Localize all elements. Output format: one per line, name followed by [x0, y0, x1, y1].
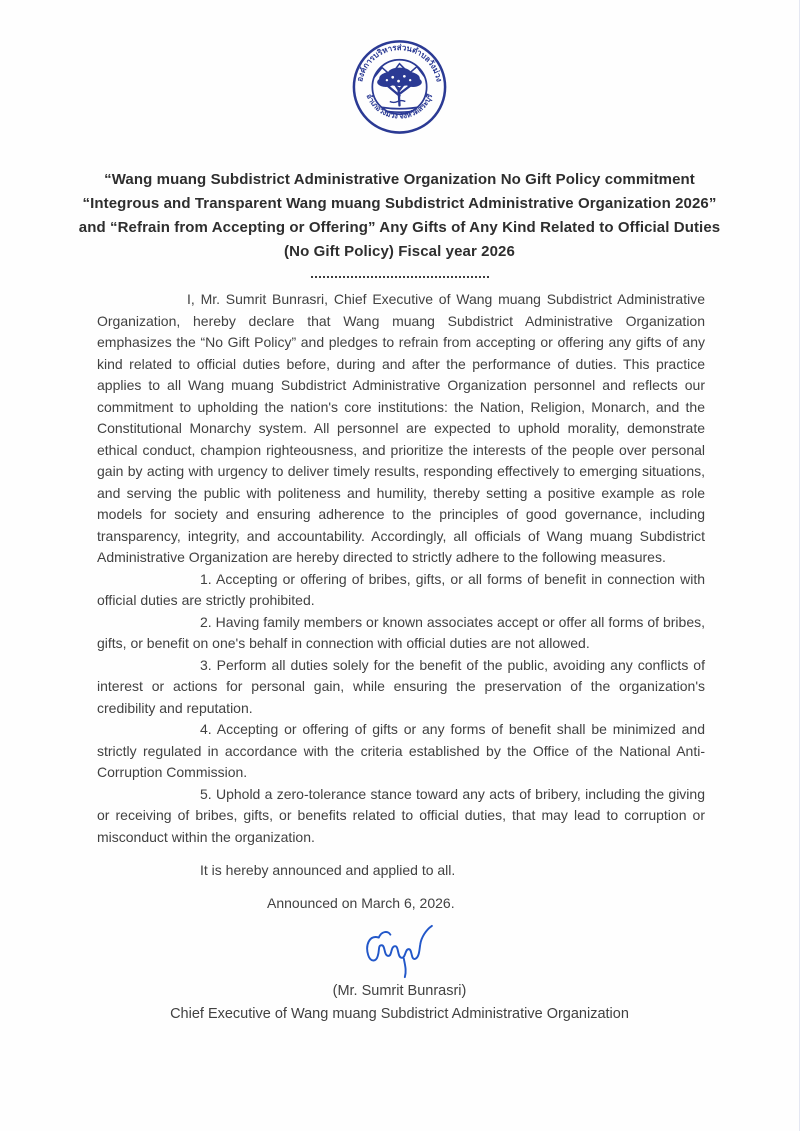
document-body	[0, 289, 799, 848]
dotted-separator	[311, 276, 489, 278]
seal-bottom-text: อำเภอวังม่วง จังหวัดสระบุรี	[364, 92, 435, 121]
signer-title: Chief Executive of Wang muang Subdistrict Administrative Organization	[170, 1006, 629, 1022]
title-line-3: and “Refrain from Accepting or Offering” Any Gifts of Any Kind Related to Official Duties	[78, 219, 721, 236]
measure-item-3: 3. Perform all duties solely for the benefit of the public, avoiding any conflicts of interest or actions for personal gain, while ensuring the preservation of the organization's credibility and reputation.	[97, 656, 705, 716]
measure-item-2: 2. Having family members or known associates accept or offer all forms of bribes, gifts, or benefit on one's behalf in connection with official duties are not allowed.	[97, 613, 705, 651]
measure-item-1: 1. Accepting or offering of bribes, gifts, or all forms of benefit in connection with official duties are strictly prohibited.	[97, 570, 705, 608]
closing-statement: It is hereby announced and applied to all.	[200, 862, 456, 878]
signer-name: (Mr. Sumrit Bunrasri)	[332, 983, 467, 999]
title-line-4: (No Gift Policy) Fiscal year 2026	[284, 243, 515, 260]
handwritten-signature-icon	[354, 924, 446, 980]
signature-block	[0, 924, 799, 1026]
measure-item-5: 5. Uphold a zero-tolerance stance toward any acts of bribery, including the giving or receiving of bribes, gifts, or benefits related to official duties, that may lead to corruption or misconduct within the organization.	[97, 785, 705, 845]
organization-seal	[351, 37, 448, 135]
title-line-1: “Wang muang Subdistrict Administrative Organization No Gift Policy commitment	[104, 171, 695, 188]
declaration-paragraph: I, Mr. Sumrit Bunrasri, Chief Executive of Wang muang Subdistrict Administrative Organization, hereby declare that Wang muang Subdistrict Administrative Organization emphasizes the “No Gift Policy” and pledges to refrain from accepting or offering any gifts of any kind related to official duties before, during and after the performance of duties. This practice applies to all Wang muang Subdistrict Administrative Organization personnel and reflects our commitment to upholding the nation's core institutions: the Nation, Religion, Monarch, and the Constitutional Monarchy system. All personnel are expected to uphold morality, demonstrate ethical conduct, champion righteousness, and prioritize the interests of the people over personal gain by acting with urgency to deliver timely results, responding effectively to emerging situations, and serving the public with politeness and humility, thereby setting a positive example as role models for society and ensuring adherence to the principles of good governance, including transparency, integrity, and accountability. Accordingly, all officials of Wang muang Subdistrict Administrative Organization are hereby directed to strictly adhere to the following measures.	[97, 291, 705, 565]
document-title	[0, 168, 799, 264]
announcement-date: Announced on March 6, 2026.	[267, 894, 455, 911]
title-line-2: “Integrous and Transparent Wang muang Subdistrict Administrative Organization 2026”	[82, 195, 717, 212]
seal-top-text: องค์การบริหารส่วนตำบลวังม่วง	[355, 43, 444, 83]
seal-emblem-icon	[351, 37, 448, 135]
measure-item-4: 4. Accepting or offering of gifts or any forms of benefit shall be minimized and strictly regulated in accordance with the criteria established by the Office of the National Anti-Corruption Commission.	[97, 721, 705, 780]
